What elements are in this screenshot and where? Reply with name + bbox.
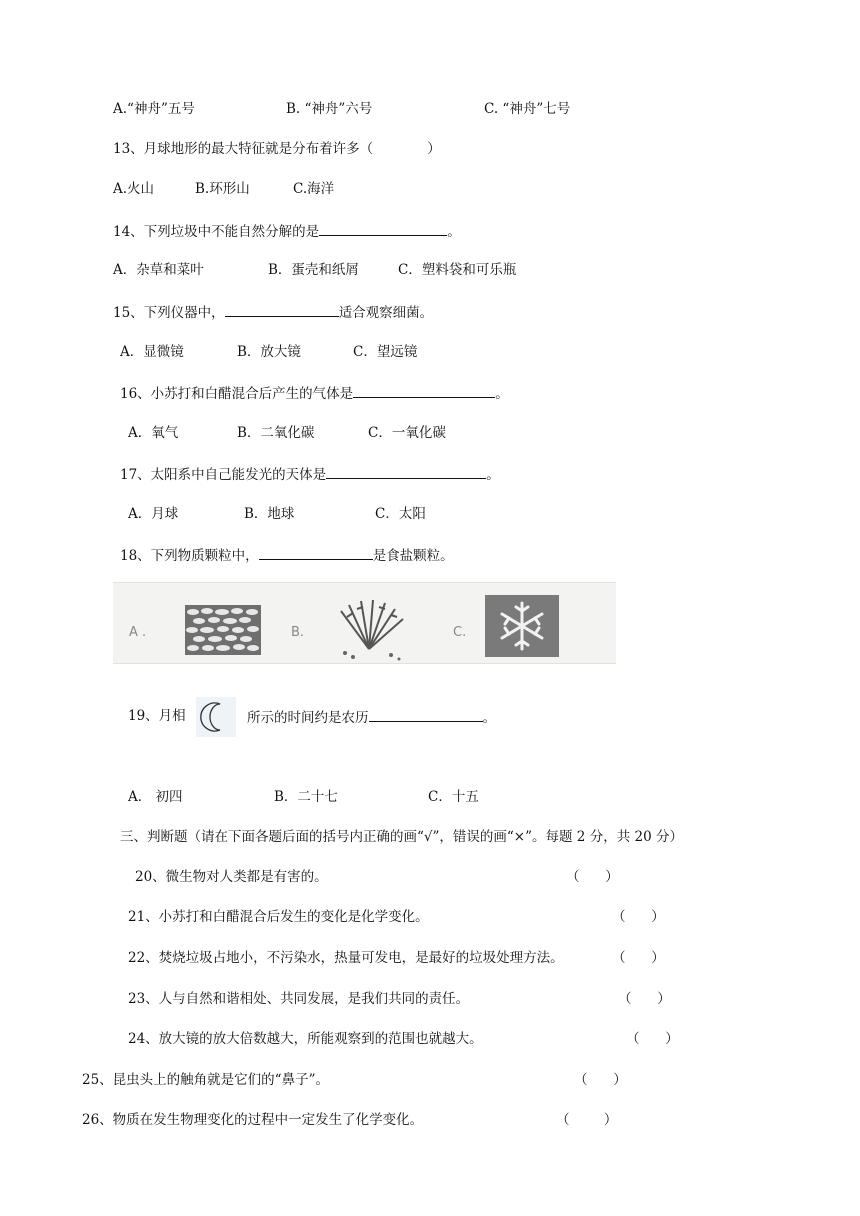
q18-figure-label-a: A . xyxy=(129,625,147,640)
judge-question-21: 21、小苏打和白醋混合后发生的变化是化学变化。 xyxy=(128,909,429,925)
q12-option-a: A.“神舟”五号 xyxy=(113,101,195,117)
q18-figure-label-c: C. xyxy=(453,625,467,640)
q19-stem-end: 。 xyxy=(482,710,496,726)
q16-option-a: A．氧气 xyxy=(128,425,179,441)
q17-option-a: A．月球 xyxy=(128,506,179,522)
q19-stem-continued xyxy=(247,707,496,727)
q18-stem xyxy=(120,545,454,565)
q12-option-c: C. “神舟”七号 xyxy=(484,101,571,117)
crystal-cluster-image xyxy=(329,597,409,663)
q19-option-a: A． 初四 xyxy=(128,789,183,805)
q13-option-a: A.火山 xyxy=(113,181,155,197)
q15-stem xyxy=(113,302,433,322)
q16-option-b: B．二氧化碳 xyxy=(237,425,315,441)
q14-stem-end: 。 xyxy=(447,224,461,240)
q16-option-c: C．一氧化碳 xyxy=(368,425,446,441)
judge-question-24: 24、放大镜的放大倍数越大，所能观察到的范围也就越大。 xyxy=(128,1031,483,1047)
judge-answer-paren-25[interactable]: （ ） xyxy=(574,1072,627,1088)
judge-answer-paren-22[interactable]: （ ） xyxy=(612,950,665,966)
q15-option-a: A．显微镜 xyxy=(120,344,184,360)
judge-answer-paren-26[interactable]: （ ） xyxy=(556,1112,618,1128)
q19-answer-blank[interactable] xyxy=(369,707,483,722)
judge-question-22: 22、焚烧垃圾占地小，不污染水，热量可发电，是最好的垃圾处理方法。 xyxy=(128,950,564,966)
judge-answer-paren-20[interactable]: （ ） xyxy=(566,869,619,885)
judge-question-23: 23、人与自然和谐相处、共同发展，是我们共同的责任。 xyxy=(128,991,470,1007)
judge-question-26: 26、物质在发生物理变化的过程中一定发生了化学变化。 xyxy=(82,1112,424,1128)
section-3-heading: 三、判断题（请在下面各题后面的括号内正确的画“√”，错误的画“×”。每题 2 分，共 20 分） xyxy=(120,829,683,845)
q19-stem: 19、月相 xyxy=(128,708,186,724)
q18-particle-figure xyxy=(113,582,616,664)
q13-close-paren: ） xyxy=(427,141,441,157)
q19-option-c: C．十五 xyxy=(428,789,479,805)
q14-option-a: A．杂草和菜叶 xyxy=(113,262,204,278)
q17-stem-text: 17、太阳系中自己能发光的天体是 xyxy=(120,467,327,483)
q14-option-b: B．蛋壳和纸屑 xyxy=(268,262,359,278)
q17-option-b: B．地球 xyxy=(244,506,295,522)
q18-stem-end: 是食盐颗粒。 xyxy=(372,548,454,564)
q13-stem xyxy=(113,140,441,158)
judge-question-25: 25、昆虫头上的触角就是它们的“鼻子”。 xyxy=(82,1072,329,1088)
q15-stem-text: 15、下列仪器中， xyxy=(113,305,225,321)
judge-answer-paren-24[interactable]: （ ） xyxy=(626,1031,679,1047)
judge-question-20: 20、微生物对人类都是有害的。 xyxy=(135,869,328,885)
q14-option-c: C．塑料袋和可乐瓶 xyxy=(398,262,517,278)
granular-particles-image xyxy=(185,605,261,655)
judge-answer-paren-21[interactable]: （ ） xyxy=(612,909,665,925)
q15-stem-end: 适合观察细菌。 xyxy=(338,305,434,321)
q17-answer-blank[interactable] xyxy=(326,464,486,479)
q16-stem-text: 16、小苏打和白醋混合后产生的气体是 xyxy=(120,386,354,402)
q17-option-c: C．太阳 xyxy=(375,506,426,522)
snowflake-crystal-image xyxy=(485,595,559,657)
q17-stem xyxy=(120,464,500,484)
q17-stem-end: 。 xyxy=(486,467,500,483)
q16-stem-end: 。 xyxy=(495,386,509,402)
q15-option-b: B．放大镜 xyxy=(237,344,301,360)
q19-moon-phase-figure xyxy=(196,697,236,737)
q14-answer-blank[interactable] xyxy=(319,221,447,236)
q13-stem-text: 13、月球地形的最大特征就是分布着许多（ xyxy=(113,141,374,157)
q16-answer-blank[interactable] xyxy=(353,383,495,398)
q18-stem-text: 18、下列物质颗粒中， xyxy=(120,548,259,564)
q18-figure-label-b: B. xyxy=(291,625,305,640)
judge-answer-paren-23[interactable]: （ ） xyxy=(618,991,671,1007)
q15-option-c: C．望远镜 xyxy=(353,344,418,360)
q14-stem xyxy=(113,221,461,241)
q12-option-b: B. “神舟”六号 xyxy=(286,101,373,117)
q19-stem-mid: 所示的时间约是农历 xyxy=(247,710,369,726)
q15-answer-blank[interactable] xyxy=(225,302,339,317)
q13-option-b: B.环形山 xyxy=(195,181,250,197)
crescent-moon-icon xyxy=(196,697,236,737)
q19-option-b: B．二十七 xyxy=(274,789,338,805)
q13-option-c: C.海洋 xyxy=(293,181,335,197)
q16-stem xyxy=(120,383,509,403)
q14-stem-text: 14、下列垃圾中不能自然分解的是 xyxy=(113,224,320,240)
q18-answer-blank[interactable] xyxy=(259,545,373,560)
